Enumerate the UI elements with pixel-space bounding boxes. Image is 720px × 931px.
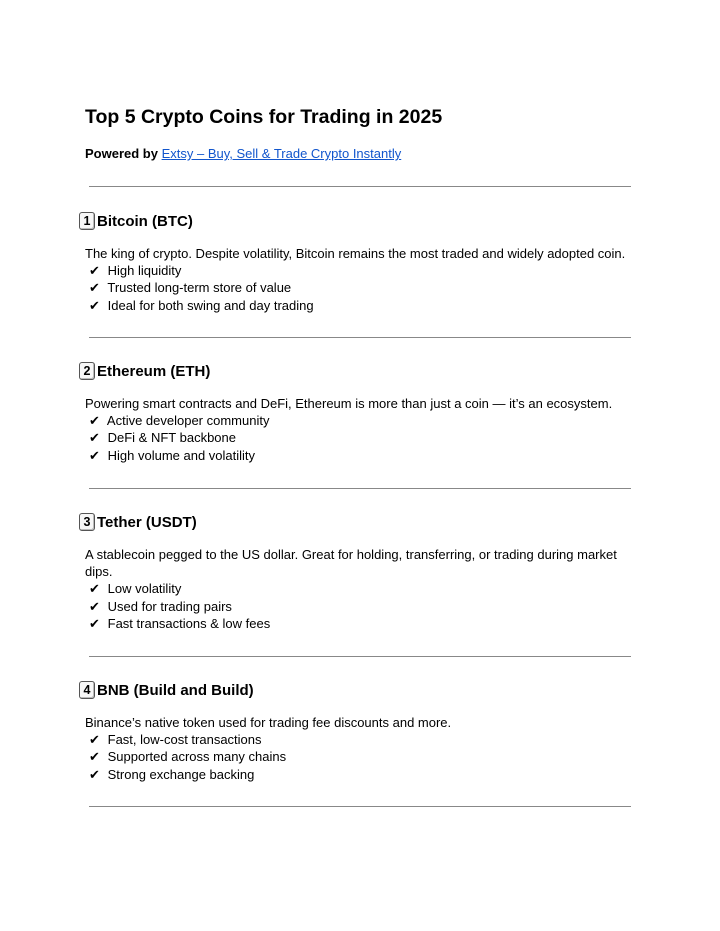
section-bitcoin	[85, 211, 645, 314]
list-item	[89, 412, 645, 429]
section-bnb	[85, 680, 645, 783]
list-item	[89, 279, 645, 296]
feature-list	[89, 412, 645, 464]
list-item-text: Fast, low-cost transactions	[107, 732, 262, 748]
divider	[89, 337, 631, 338]
list-item	[89, 429, 645, 446]
feature-list	[89, 262, 645, 314]
list-item-text: Active developer community	[106, 413, 270, 429]
section-heading-text: Ethereum (ETH)	[97, 362, 211, 380]
divider	[89, 806, 631, 807]
section-tether	[85, 512, 645, 632]
list-item-text: Trusted long-term store of value	[107, 280, 292, 296]
checkmark-icon: ✔	[89, 598, 100, 614]
extsy-link[interactable]: Extsy – Buy, Sell & Trade Crypto Instantly	[161, 146, 402, 161]
section-ethereum	[85, 361, 645, 464]
list-item-text: Used for trading pairs	[107, 598, 232, 614]
checkmark-icon: ✔	[89, 447, 100, 463]
checkmark-icon: ✔	[89, 766, 100, 782]
section-heading-text: Bitcoin (BTC)	[97, 212, 193, 230]
list-item	[89, 615, 645, 632]
section-heading	[79, 680, 645, 700]
list-item-text: Strong exchange backing	[107, 766, 255, 782]
list-item-text: Low volatility	[107, 581, 182, 597]
divider	[89, 488, 631, 489]
keycap-number-icon: 2	[79, 362, 95, 380]
divider	[89, 656, 631, 657]
powered-by-label: Powered by	[85, 146, 158, 161]
section-description: A stablecoin pegged to the US dollar. Great for holding, transferring, or trading during market dips.	[85, 547, 617, 580]
list-item	[89, 748, 645, 765]
list-item-text: Fast transactions & low fees	[107, 615, 271, 631]
list-item	[89, 731, 645, 748]
divider	[89, 186, 631, 187]
section-description: The king of crypto. Despite volatility, Bitcoin remains the most traded and widely adopted coin.	[85, 246, 626, 261]
checkmark-icon: ✔	[89, 615, 100, 631]
checkmark-icon: ✔	[89, 430, 100, 446]
checkmark-icon: ✔	[89, 749, 100, 765]
list-item	[89, 766, 645, 783]
list-item	[89, 598, 645, 615]
checkmark-icon: ✔	[89, 297, 100, 313]
section-heading	[79, 361, 645, 381]
keycap-number-icon: 1	[79, 212, 95, 230]
keycap-number-icon: 3	[79, 513, 95, 531]
list-item-text: Supported across many chains	[107, 749, 287, 765]
feature-list	[89, 731, 645, 783]
checkmark-icon: ✔	[89, 263, 100, 279]
section-heading	[79, 211, 645, 231]
list-item-text: DeFi & NFT backbone	[107, 430, 236, 446]
list-item	[89, 580, 645, 597]
list-item	[89, 297, 645, 314]
section-heading-text: BNB (Build and Build)	[97, 681, 254, 699]
section-heading	[79, 512, 645, 532]
checkmark-icon: ✔	[89, 413, 100, 429]
list-item-text: Ideal for both swing and day trading	[107, 297, 314, 313]
checkmark-icon: ✔	[89, 280, 100, 296]
list-item	[89, 447, 645, 464]
page-title: Top 5 Crypto Coins for Trading in 2025	[85, 106, 443, 128]
section-description: Binance’s native token used for trading fee discounts and more.	[85, 715, 452, 730]
powered-by-line	[85, 146, 401, 161]
checkmark-icon: ✔	[89, 732, 100, 748]
list-item	[89, 262, 645, 279]
list-item-text: High liquidity	[107, 263, 182, 279]
keycap-number-icon: 4	[79, 681, 95, 699]
section-description: Powering smart contracts and DeFi, Ethereum is more than just a coin — it’s an ecosystem.	[85, 396, 613, 411]
feature-list	[89, 580, 645, 632]
section-heading-text: Tether (USDT)	[97, 513, 197, 531]
checkmark-icon: ✔	[89, 581, 100, 597]
list-item-text: High volume and volatility	[107, 447, 256, 463]
